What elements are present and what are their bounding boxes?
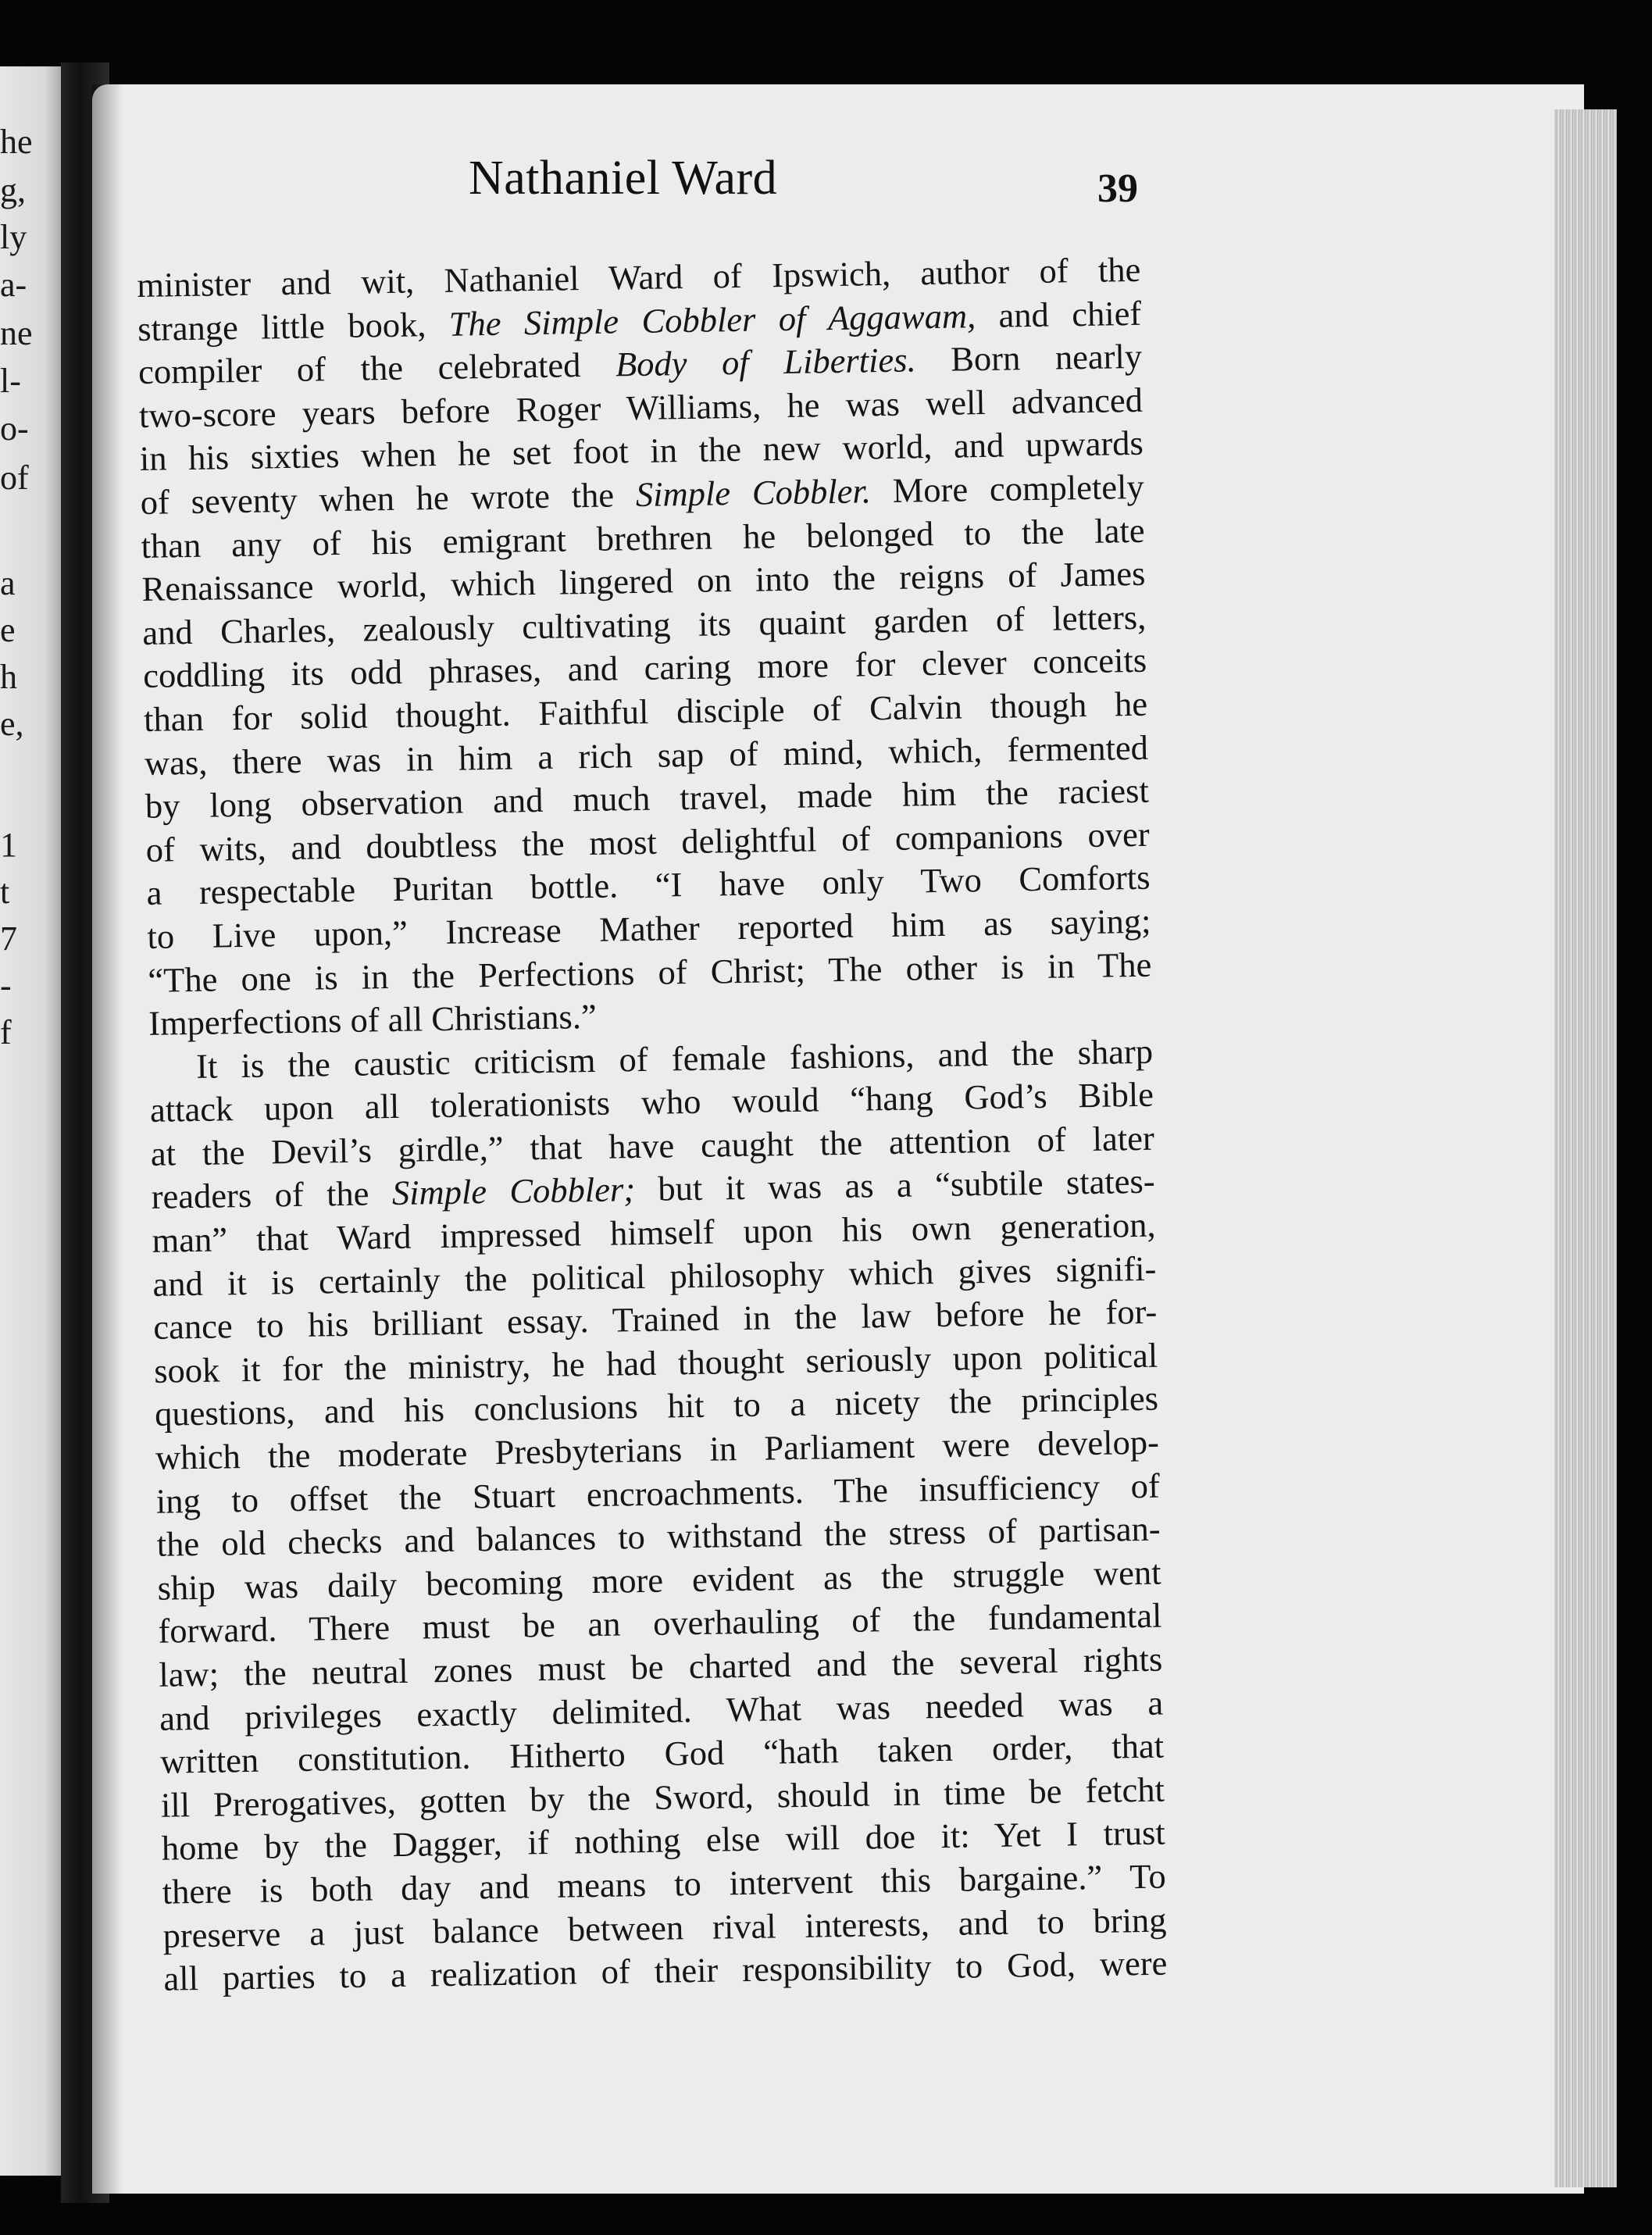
text-run: by long observation and much travel, made him the raciest [145, 770, 1150, 827]
text-run: strange little book, [137, 304, 450, 348]
facing-page-fragment: o- [0, 409, 29, 448]
facing-page-fragment: g, [0, 171, 26, 209]
text-run: readers of the [151, 1173, 393, 1217]
text-run: Renaissance world, which lingered on into the reigns of James [141, 553, 1146, 609]
text-run: coddling its odd phrases, and caring more for clever conceits [142, 641, 1147, 696]
text-run: ship was daily becoming more evident as the struggle went [157, 1552, 1161, 1608]
facing-page-fragment: t [0, 873, 10, 911]
text-run: sook it for the ministry, he had thought seriously upon political [153, 1335, 1158, 1391]
italic-title: Body of Liberties. [615, 340, 917, 384]
facing-page-fragment: of [0, 459, 29, 497]
facing-page-fragment: 1 [0, 826, 17, 864]
text-run: was, there was in him a rich sap of mind, which, fermented [144, 727, 1149, 783]
text-run: ing to offset the Stuart encroachments. The insufficiency of [155, 1466, 1161, 1521]
text-run: law; the neutral zones must be charted and the several rights [158, 1639, 1163, 1694]
text-run: of seventy when he wrote the [140, 474, 637, 522]
text-run: there is both day and means to intervent this bargaine.” To [162, 1856, 1166, 1912]
text-run: than for solid thought. Faithful disciple of Calvin though he [143, 684, 1148, 739]
text-run: ill Prerogatives, gotten by the Sword, should in time be fetcht [160, 1769, 1165, 1825]
text-run: attack upon all tolerationists who would “hang God’s Bible [149, 1074, 1154, 1130]
facing-page-fragment: e [0, 611, 16, 649]
facing-page-fragment: a [0, 564, 16, 602]
page-number: 39 [1097, 166, 1138, 211]
facing-page-fragment: f [0, 1013, 12, 1051]
text-run: than any of his emigrant brethren he belonged to the late [141, 510, 1145, 566]
facing-page-fragment: ne [0, 314, 33, 352]
text-run: to Live upon,” Increase Mather reported him as saying; [147, 901, 1151, 956]
text-run: preserve a just balance between rival interests, and to bring [162, 1900, 1167, 1955]
facing-page-fragment: h [0, 658, 17, 696]
facing-page-fragment: a- [0, 266, 27, 304]
text-run: but it was as a “subtile states- [634, 1162, 1155, 1209]
text-run: cance to his brilliant essay. Trained in the law before he for- [152, 1291, 1158, 1348]
text-run: forward. There must be an overhauling of the fundamental [158, 1596, 1162, 1651]
page-stack-edge [1554, 109, 1617, 2187]
facing-page-fragment: ly [0, 218, 27, 256]
facing-page-fragment: e, [0, 705, 24, 743]
text-run: of wits, and doubtless the most delightful of companions over [145, 814, 1151, 869]
text-run: written constitution. Hitherto God “hath taken order, that [159, 1726, 1165, 1781]
italic-title: Simple Cobbler; [391, 1169, 636, 1213]
spine-shadow [92, 84, 123, 2194]
text-run: a respectable Puritan bottle. “I have only Two Comforts [146, 858, 1151, 913]
facing-page-fragment: l- [0, 362, 21, 400]
running-head-title: Nathaniel Ward [469, 152, 778, 205]
text-run: “The one is in the Perfections of Christ; The other is in The [148, 944, 1152, 1000]
text-run: in his sixties when he set foot in the new world, and upwards [139, 423, 1144, 479]
text-run: home by the Dagger, if nothing else will doe it: Yet I trust [161, 1812, 1166, 1869]
text-run: and it is certainly the political philosophy which gives signifi- [152, 1248, 1157, 1304]
text-run: compiler of the celebrated [137, 345, 616, 392]
text-run: and privileges exactly delimited. What was needed was a [159, 1683, 1164, 1738]
text-run: which the moderate Presbyterians in Parliament were develop- [155, 1422, 1160, 1477]
text-run: the old checks and balances to withstand the stress of partisan- [156, 1508, 1161, 1565]
text-run: at the Devil’s girdle,” that have caught the attention of later [150, 1118, 1155, 1173]
text-run: Imperfections of all Christians.” [148, 996, 597, 1043]
text-run: questions, and his conclusions hit to a nicety the principles [154, 1379, 1159, 1434]
text-run: man” that Ward impressed himself upon his own generation, [152, 1205, 1156, 1260]
italic-title: Simple Cobbler. [635, 471, 872, 514]
text-run: two-score years before Roger Williams, he was well advanced [138, 380, 1144, 435]
text-run: Born nearly [915, 336, 1143, 380]
text-run: all parties to a realization of their responsibility to God, were [163, 1943, 1168, 1998]
text-run: and Charles, zealously cultivating its quaint garden of letters, [142, 597, 1147, 652]
text-run: More completely [870, 466, 1145, 511]
italic-title: The Simple Cobbler of Aggawam, [448, 295, 976, 344]
body-text [137, 248, 1168, 2001]
facing-page-fragment: he [0, 123, 33, 161]
text-run: minister and wit, Nathaniel Ward of Ipswich, author of the [137, 249, 1141, 305]
facing-page-fragment: 7 [0, 919, 17, 958]
facing-page-fragment: - [0, 966, 12, 1005]
text-run: It is the caustic criticism of female fashions, and the sharp [195, 1031, 1154, 1086]
text-run: and chief [975, 293, 1142, 335]
